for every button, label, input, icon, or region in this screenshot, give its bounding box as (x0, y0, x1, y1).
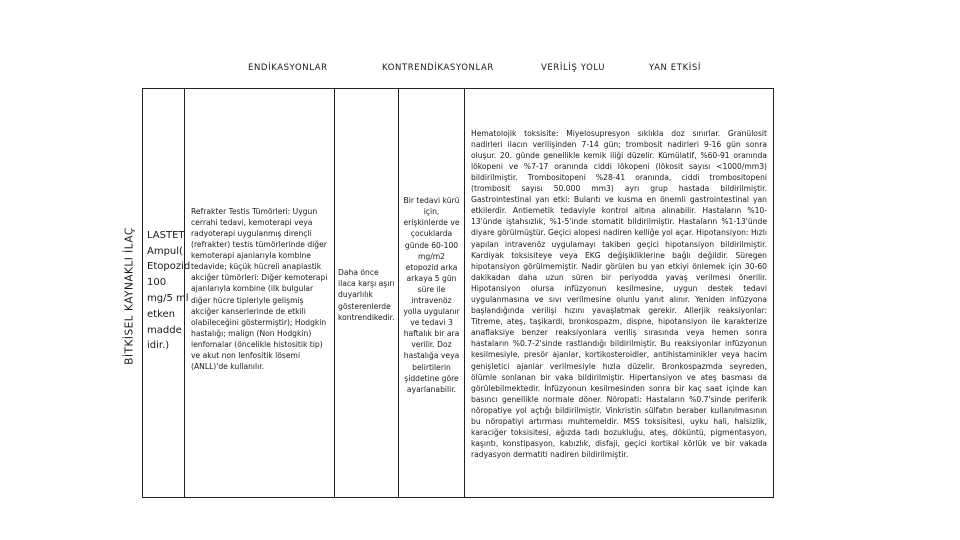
side-effects-text: Hematolojik toksisite: Miyelosupresyon sıklıkla doz sınırlar. Granülosit nadirleri ilacın verilişinden 7-14 gün; trombosit nadirleri 9-16 gün sonra oluşur. 20. günde genellikle kemik iliği düzelir. Kümülatif, %60-91 oranında lökopeni ve %7-17 oranında ciddi lökopeni (lökosit sayısı <1000/mm3) bildirilmiştir. Trombositopeni %28-41 oranında, ciddi trombositopeni (trombosit sayısı 50.000 mm3) ayrı grup hastada bildirilmiştir. Gastrointestinal yan etki: Bulantı ve kusma en önemli gastrointestinal yan etkilerdir. Antiemetik tedaviyle kontrol altına alınabilir. Hastaların %10-13'ünde iştahsızlık, %1-5'inde stomatit bildirilmiştir. Hastaların %1-13'ünde diyare görülmüştür. Geçici alopesi nadiren kelliğe yol açar. Hipotansiyon: Hızlı yapılan intravenöz uygulamayı takiben geçici hipotansiyon bildirilmiştir. Kardiyak toksisiteye veya EKG değişikliklerine bağlı değildir. Süregen hipotansiyon görülmemiştir. Nadir görülen bu yan etkiyi önlemek için 30-60 dakikadan daha uzun süren bir periyodda yavaş verilmesi önerilir. Hipotansiyon olursa infüzyonun kesilmesine, uygun destek tedavi uygulanmasına ve sıvı verilmesine olunlu yanıt alınır. Yeniden infüzyona başlandığında verilişi hızını yavaşlatmak gerekir. Allerjik reaksiyonlar: Titreme, ateş, taşikardi, bronkospazm, dispne, hipotansiyon ile karakterize anaflaksiye benzer reaksiyonlara veriliş sırasında veya hemen sonra hastaların %0.7-2'sinde rastlandığı bildirilmiştir. Bu reaksiyonlar infüzyonun kesilmesiyle, presör ajanlar, kortikosteroidler, antihistaminikler veya hacim genişletici ajanlar verilmesiyle hızla düzelir. Bronkospazmda seyreden, ölümle sonlanan bir vaka bildirilmiştir. Hipertansiyon ve ateş basması da görülebilmektedir. İnfüzyonun kesilmesinden sonra bir kaç saat içinde kan basıncı genellikle normale döner. Nöropati: Hastaların %0.7'sinde periferik nöropatiye yol açtığı bildirilmiştir. Vinkristin sülfatın beraber kullanılmasının bu nöropatiyi artırması muhtemeldir. MSS toksisitesi, uyku hali, halsizlik, karaciğer toksisitesi, ağızda tadı bozukluğu, ateş, döküntü, pigmentasyon, kaşıntı, konstipasyon, kabızlık, disfaji, geçici kortikal körlük ve bir vakada radyasyon dermatiti nadiren bildirilmiştir. (471, 128, 767, 460)
header-contraindications: KONTRENDİKASYONLAR (382, 63, 494, 73)
side-title (118, 92, 142, 500)
drug-column (143, 89, 191, 497)
indications-column (185, 89, 335, 497)
side-effects-column (465, 89, 773, 497)
indications-cell (185, 189, 334, 389)
route-column (399, 89, 465, 497)
route-text: Bir tedavi kürü için, erişkinlerde ve çocuklarda günde 60-100 mg/m2 etopozid arka arkaya 5 gün süre ile intravenöz yolla uygulanır ve tedavi 3 haftalık bir ara verilir. Doz hastalığa veya belirtilerin şiddetine göre ayarlanabilir. (403, 196, 460, 394)
route-cell (399, 184, 464, 406)
header-route: VERİLİŞ YOLU (541, 63, 606, 73)
header-indications: ENDİKASYONLAR (248, 63, 328, 73)
drug-table (142, 88, 774, 498)
side-effects-cell (465, 93, 773, 495)
drug-name: LASTET Ampul( Etopozid 100 mg/5 ml etken madde idir.) (147, 229, 191, 352)
side-title-text: BİTKİSEL KAYNAKLI İLAÇ (124, 227, 137, 365)
contraindications-cell (335, 259, 398, 331)
contraindications-text: Daha önce ilaca karşı aşırı duyarlılık gösterenlerde kontrendikedir. (338, 268, 395, 322)
contraindications-column (335, 89, 399, 497)
header-side-effects: YAN ETKİSİ (649, 63, 701, 73)
indications-text: Refrakter Testis Tümörleri: Uygun cerrahi tedavi, kemoterapi veya radyoterapi uygulanmış dirençli (refrakter) testis tümörlerinde diğer kemoterapi ajanlarıyla kombine tedavide; küçük hücreli anaplastik akciğer tümörleri: Diğer kemoterapi ajanlarıyla kombine (ilk bulgular diğer hücre tipleriyle gelişmiş akciğer kanserlerinde de etkili olabileceğini göstermiştir); Hodgkin hastalığı; malign (Non Hodgkin) lenfomalar (öncelikle histositik tip) ve akut non lenfositik lösemi (ANLL)'de kullanılır. (191, 206, 328, 372)
